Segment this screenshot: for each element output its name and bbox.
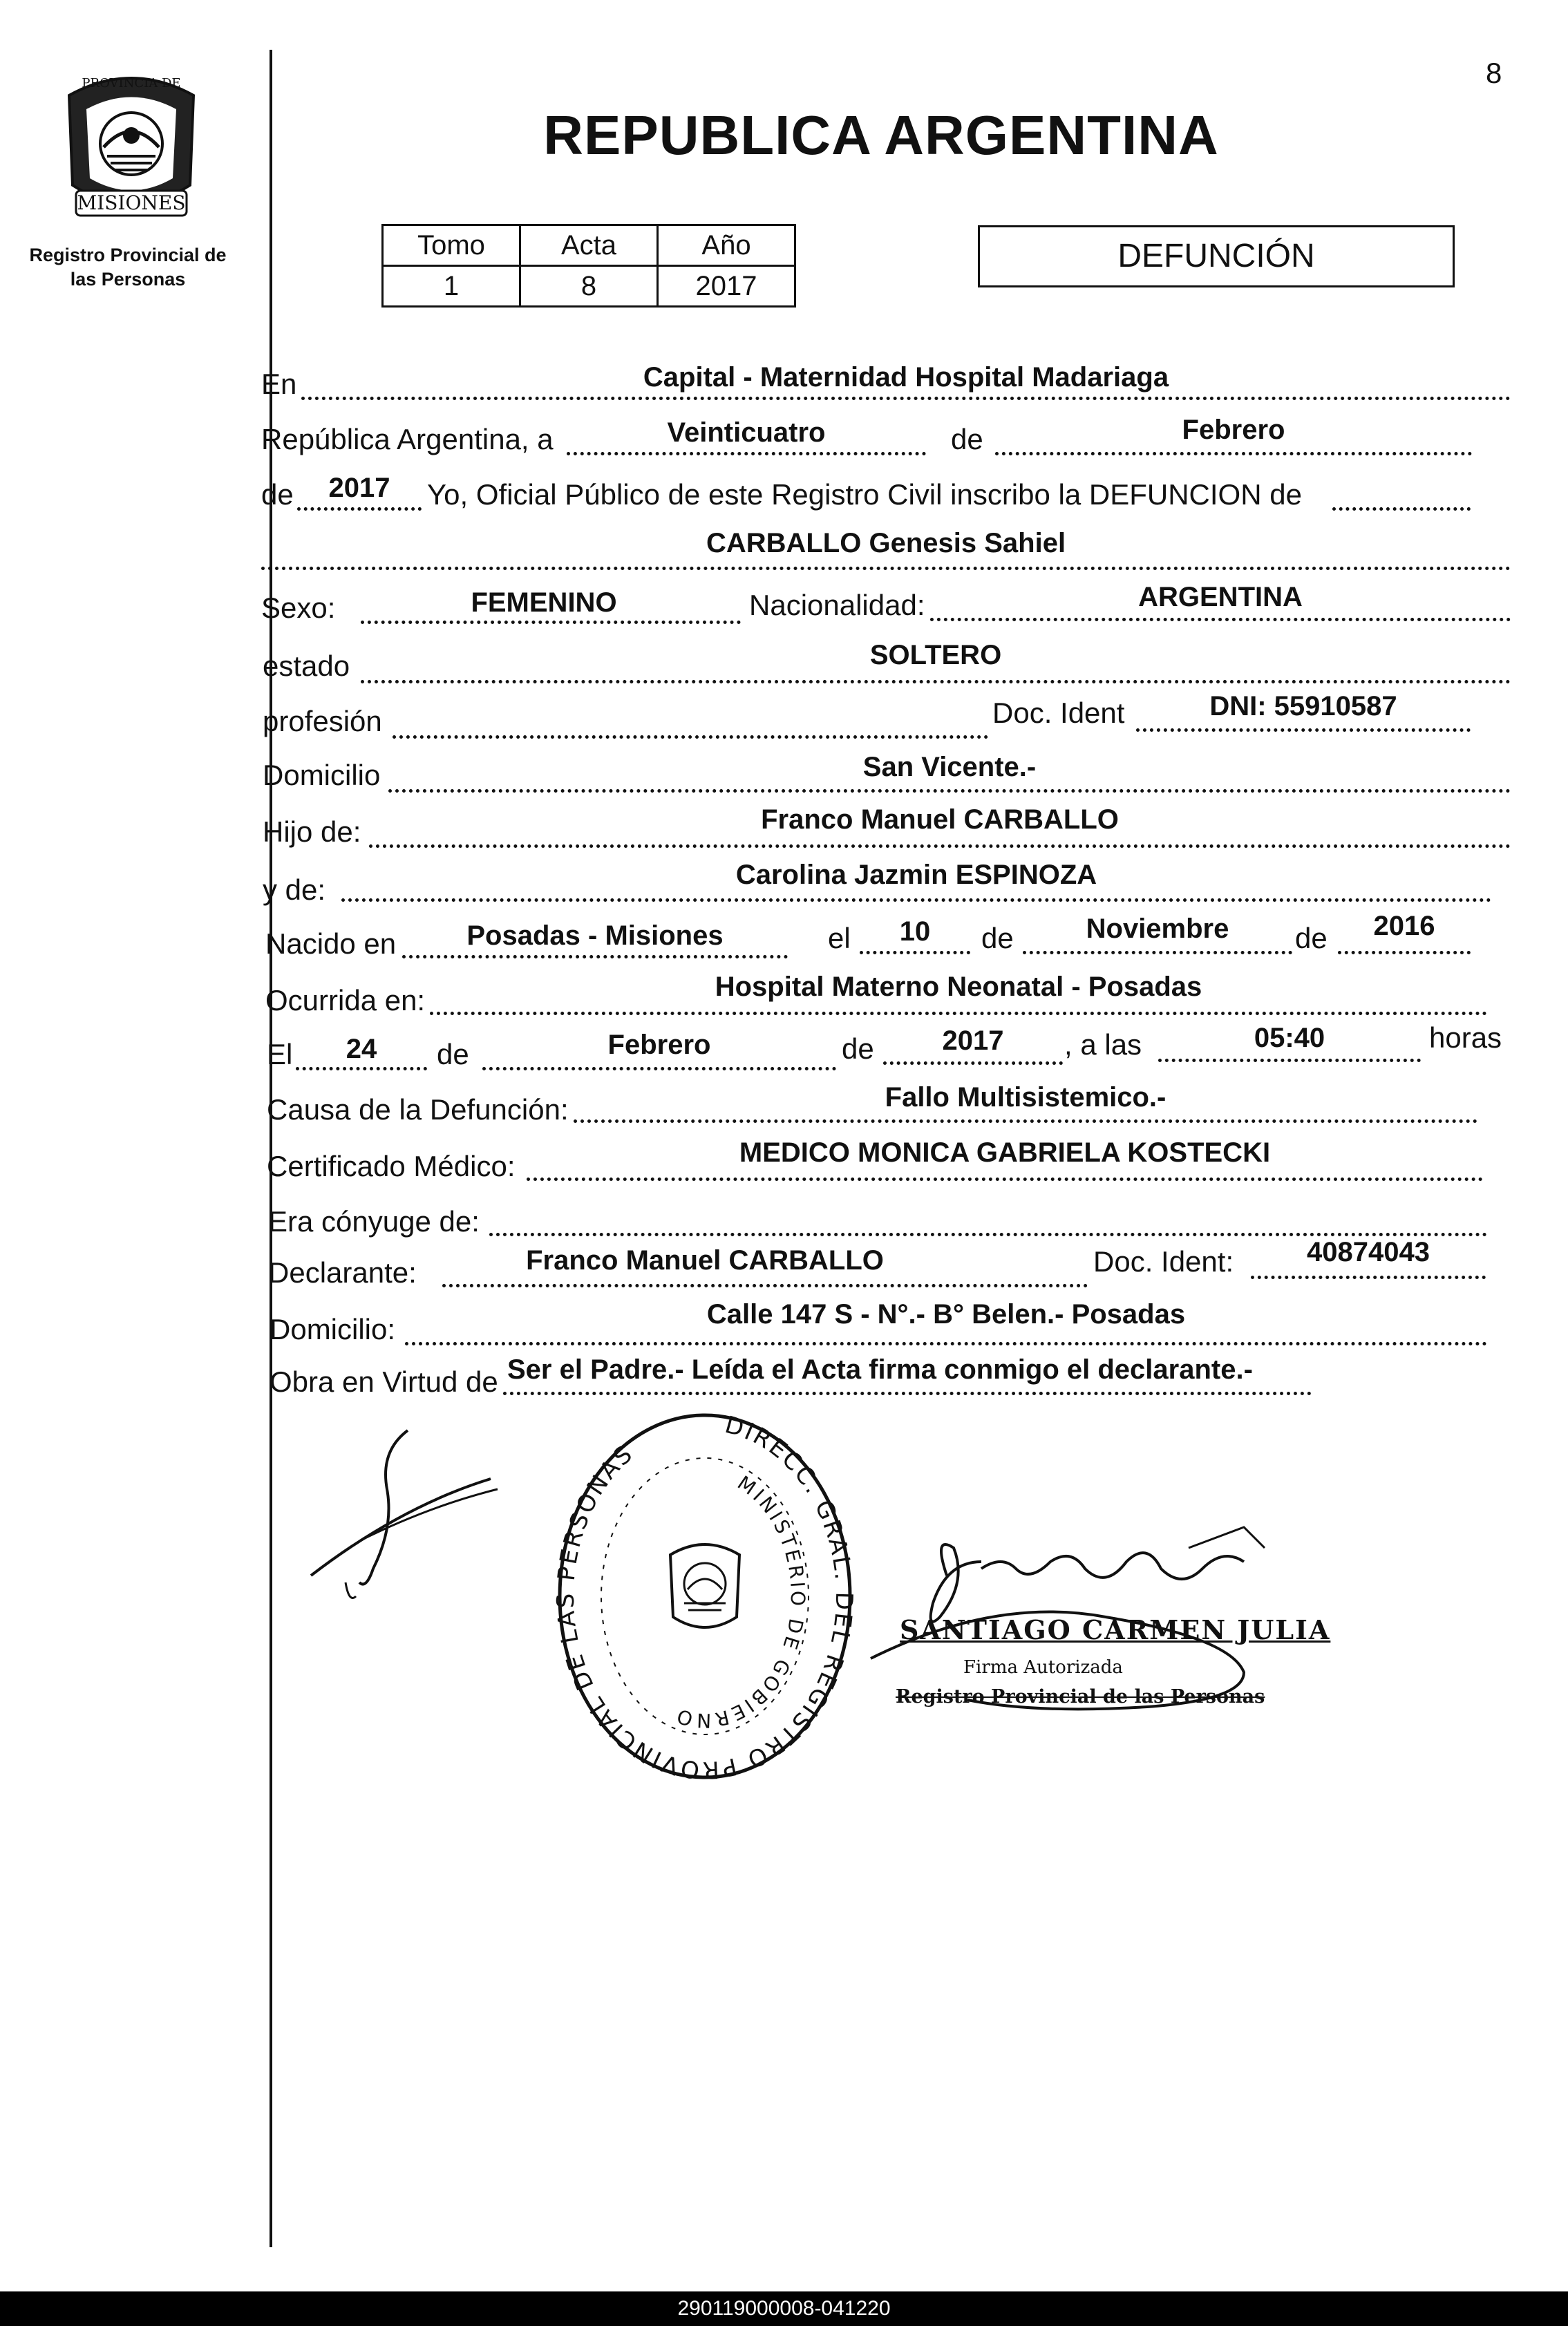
- de-label: de: [951, 423, 983, 455]
- cert-value: MEDICO MONICA GABRIELA KOSTECKI: [739, 1137, 1271, 1168]
- causa-label: Causa de la Defunción:: [267, 1093, 569, 1126]
- fill-line: [574, 1119, 1477, 1123]
- fill-line: [503, 1392, 1312, 1395]
- def-dia-value: 24: [346, 1034, 377, 1064]
- estado-label: estado: [263, 650, 350, 682]
- alas-label: , a las: [1064, 1028, 1142, 1061]
- domicilio-value: San Vicente.-: [862, 752, 1037, 782]
- fill-line: [1136, 728, 1471, 732]
- lugar-value: Capital - Maternidad Hospital Madariaga: [643, 362, 1169, 393]
- nacionalidad-label: Nacionalidad:: [749, 589, 925, 621]
- official-seal: [546, 1403, 864, 1790]
- fill-line: [567, 452, 926, 455]
- register-header-acta: Acta: [520, 225, 658, 266]
- register-value-tomo: 1: [383, 266, 520, 307]
- horas-label: horas: [1429, 1021, 1502, 1054]
- de-label: de: [1295, 922, 1328, 954]
- fill-line: [430, 1012, 1487, 1015]
- doc2-label: Doc. Ident:: [1093, 1245, 1234, 1278]
- el-label: el: [828, 922, 851, 954]
- declarante-label: Declarante:: [268, 1256, 417, 1289]
- conyuge-label: Era cónyuge de:: [268, 1205, 480, 1238]
- nacido-mes-value: Noviembre: [1086, 914, 1229, 944]
- fill-line: [1338, 951, 1471, 954]
- nombre-value: CARBALLO Genesis Sahiel: [706, 528, 1066, 558]
- sexo-value: FEMENINO: [471, 587, 617, 618]
- profesion-label: profesión: [263, 705, 382, 737]
- footer-code: 290119000008-041220: [0, 2291, 1568, 2326]
- domicilio2-value: Calle 147 S - N°.- B° Belen.- Posadas: [706, 1299, 1186, 1330]
- anio-value: 2017: [328, 473, 390, 503]
- yde-label: y de:: [263, 873, 326, 906]
- seal-outer-text: DIRECC. GRAL. DEL REGISTRO PROVINCIAL DE LAS PERSONAS: [551, 1410, 858, 1784]
- fill-line: [995, 452, 1472, 455]
- fill-line: [361, 680, 1511, 683]
- dia-texto-value: Veinticuatro: [667, 417, 826, 448]
- en-label: En: [261, 368, 297, 400]
- mes-value: Febrero: [1182, 415, 1285, 445]
- logo-top-text: PROVINCIA DE: [82, 76, 181, 91]
- fill-line: [361, 621, 741, 624]
- de-label: de: [842, 1032, 874, 1065]
- fill-line: [297, 507, 422, 511]
- def-mes-value: Febrero: [607, 1030, 711, 1060]
- fill-line: [405, 1342, 1487, 1345]
- svg-text:MINISTERIO DE GOBIERNO: [672, 1471, 809, 1732]
- fill-line: [341, 898, 1491, 902]
- ocurrida-value: Hospital Materno Neonatal - Posadas: [715, 972, 1202, 1002]
- record-type-box: DEFUNCIÓN: [978, 225, 1455, 287]
- fill-line: [369, 844, 1511, 848]
- domicilio-label: Domicilio: [263, 759, 381, 791]
- seal-inner-text: MINISTERIO DE GOBIERNO: [671, 1471, 810, 1732]
- organization-name: Registro Provincial de las Personas: [29, 245, 227, 290]
- logo-bottom-text: MISIONES: [77, 191, 186, 214]
- fill-line: [393, 735, 988, 739]
- fill-line: [296, 1067, 427, 1070]
- el-label: El: [267, 1038, 293, 1070]
- doc2-value: 40874043: [1307, 1237, 1430, 1267]
- madre-value: Carolina Jazmin ESPINOZA: [735, 860, 1097, 890]
- republica-label: República Argentina, a: [261, 423, 554, 455]
- nacionalidad-value: ARGENTINA: [1138, 582, 1303, 612]
- fill-line: [261, 567, 1511, 570]
- fill-line: [527, 1178, 1483, 1181]
- fill-line: [388, 789, 1511, 793]
- nacido-anio-value: 2016: [1373, 911, 1435, 941]
- official-stamp-line1: Firma Autorizada: [963, 1657, 1123, 1678]
- page-title: REPUBLICA ARGENTINA: [543, 104, 1219, 166]
- cert-label: Certificado Médico:: [267, 1150, 516, 1182]
- fill-line: [402, 955, 788, 958]
- def-hora-value: 05:40: [1254, 1023, 1325, 1053]
- padre-value: Franco Manuel CARBALLO: [761, 804, 1119, 835]
- fill-line: [860, 951, 970, 954]
- obra-value: Ser el Padre.- Leída el Acta firma conmigo el declarante.-: [507, 1354, 1253, 1385]
- declarante-value: Franco Manuel CARBALLO: [526, 1245, 884, 1276]
- de-label: de: [437, 1038, 469, 1070]
- page-number: 8: [1486, 57, 1502, 89]
- de-label: de: [261, 478, 294, 511]
- nacido-dia-value: 10: [899, 916, 931, 947]
- seal-emblem-icon: [670, 1544, 739, 1627]
- causa-value: Fallo Multisistemico.-: [885, 1082, 1166, 1113]
- fill-line: [301, 397, 1511, 400]
- register-table: [381, 224, 796, 308]
- oficial-text: Yo, Oficial Público de este Registro Civil inscribo la DEFUNCION de: [427, 478, 1302, 511]
- province-logo: [48, 68, 214, 227]
- hijo-label: Hijo de:: [263, 815, 361, 848]
- fill-line: [482, 1067, 836, 1070]
- fill-line: [1158, 1059, 1421, 1062]
- register-header-tomo: Tomo: [383, 225, 520, 266]
- nacido-label: Nacido en: [265, 927, 397, 960]
- doc-label: Doc. Ident: [992, 697, 1125, 729]
- fill-line: [930, 618, 1511, 621]
- fill-line: [1332, 507, 1471, 511]
- ocurrida-label: Ocurrida en:: [265, 984, 426, 1017]
- declarant-signature: [304, 1424, 511, 1617]
- def-anio-value: 2017: [942, 1025, 1004, 1056]
- fill-line: [442, 1284, 1088, 1287]
- sexo-label: Sexo:: [261, 592, 336, 624]
- register-value-anio: 2017: [658, 266, 795, 307]
- doc-value: DNI: 55910587: [1209, 691, 1397, 721]
- estado-value: SOLTERO: [869, 640, 1002, 670]
- fill-line: [489, 1233, 1487, 1236]
- register-value-acta: 8: [520, 266, 658, 307]
- official-stamp-name: SANTIAGO CARMEN JULIA: [900, 1614, 1331, 1645]
- fill-line: [1023, 951, 1292, 954]
- register-header-anio: Año: [658, 225, 795, 266]
- fill-line: [1251, 1276, 1486, 1279]
- obra-label: Obra en Virtud de: [270, 1365, 498, 1398]
- nacido-lugar-value: Posadas - Misiones: [466, 920, 724, 951]
- de-label: de: [981, 922, 1014, 954]
- official-stamp-line2: Registro Provincial de las Personas: [896, 1686, 1265, 1708]
- domicilio2-label: Domicilio:: [270, 1313, 396, 1345]
- fill-line: [883, 1061, 1063, 1065]
